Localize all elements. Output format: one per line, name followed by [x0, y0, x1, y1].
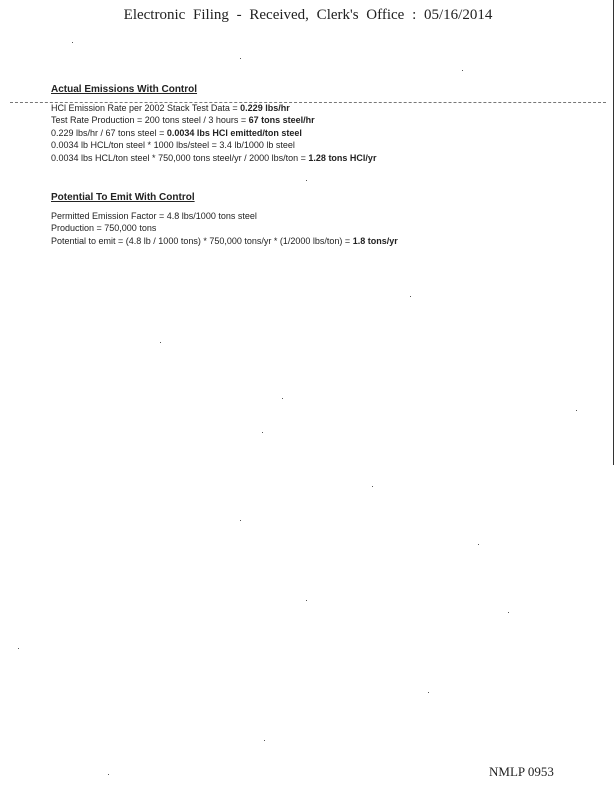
scan-speck	[508, 612, 509, 613]
scan-speck	[462, 70, 463, 71]
calc-line-3: Potential to emit = (4.8 lb / 1000 tons) * 750,000 tons/yr * (1/2000 lbs/ton) = 1.8 tons/yr	[51, 235, 398, 246]
bates-number: NMLP 0953	[489, 764, 554, 779]
section-title: Potential To Emit With Control	[51, 192, 195, 203]
calc-line-2: Test Rate Production = 200 tons steel / 3 hours = 67 tons steel/hr	[51, 115, 315, 126]
calc-line-4: 0.0034 lb HCL/ton steel * 1000 lbs/steel = 3.4 lb/1000 lb steel	[51, 140, 295, 151]
scan-speck	[18, 648, 19, 649]
scan-speck	[240, 58, 241, 59]
section-title: Actual Emissions With Control	[51, 84, 198, 95]
calc-line-5: 0.0034 lbs HCL/ton steel * 750,000 tons steel/yr / 2000 lbs/ton = 1.28 tons HCl/yr	[51, 152, 377, 163]
actual-emissions-section	[51, 84, 591, 164]
calc-line-3: 0.229 lbs/hr / 67 tons steel = 0.0034 lbs HCl emitted/ton steel	[51, 127, 302, 138]
scan-speck	[282, 398, 283, 399]
scan-speck	[240, 520, 241, 521]
scan-speck	[72, 42, 73, 43]
scan-speck	[108, 774, 109, 775]
scan-edge-line	[613, 0, 614, 465]
scan-speck	[428, 692, 429, 693]
scan-speck	[576, 410, 577, 411]
scan-speck	[306, 180, 307, 181]
scan-speck	[372, 486, 373, 487]
filing-stamp-header: Electronic Filing - Received, Clerk's Office : 05/16/2014	[123, 7, 493, 23]
calc-line-1: Permitted Emission Factor = 4.8 lbs/1000 tons steel	[51, 211, 257, 221]
calc-line-2: Production = 750,000 tons	[51, 223, 157, 234]
scan-speck	[478, 544, 479, 545]
scan-speck	[306, 600, 307, 601]
calc-line-1: HCl Emission Rate per 2002 Stack Test Data = 0.229 lbs/hr	[51, 103, 290, 113]
scan-speck	[264, 740, 265, 741]
scan-speck	[160, 342, 161, 343]
scan-speck	[262, 432, 263, 433]
scan-speck	[410, 296, 411, 297]
potential-to-emit-section	[51, 192, 591, 247]
